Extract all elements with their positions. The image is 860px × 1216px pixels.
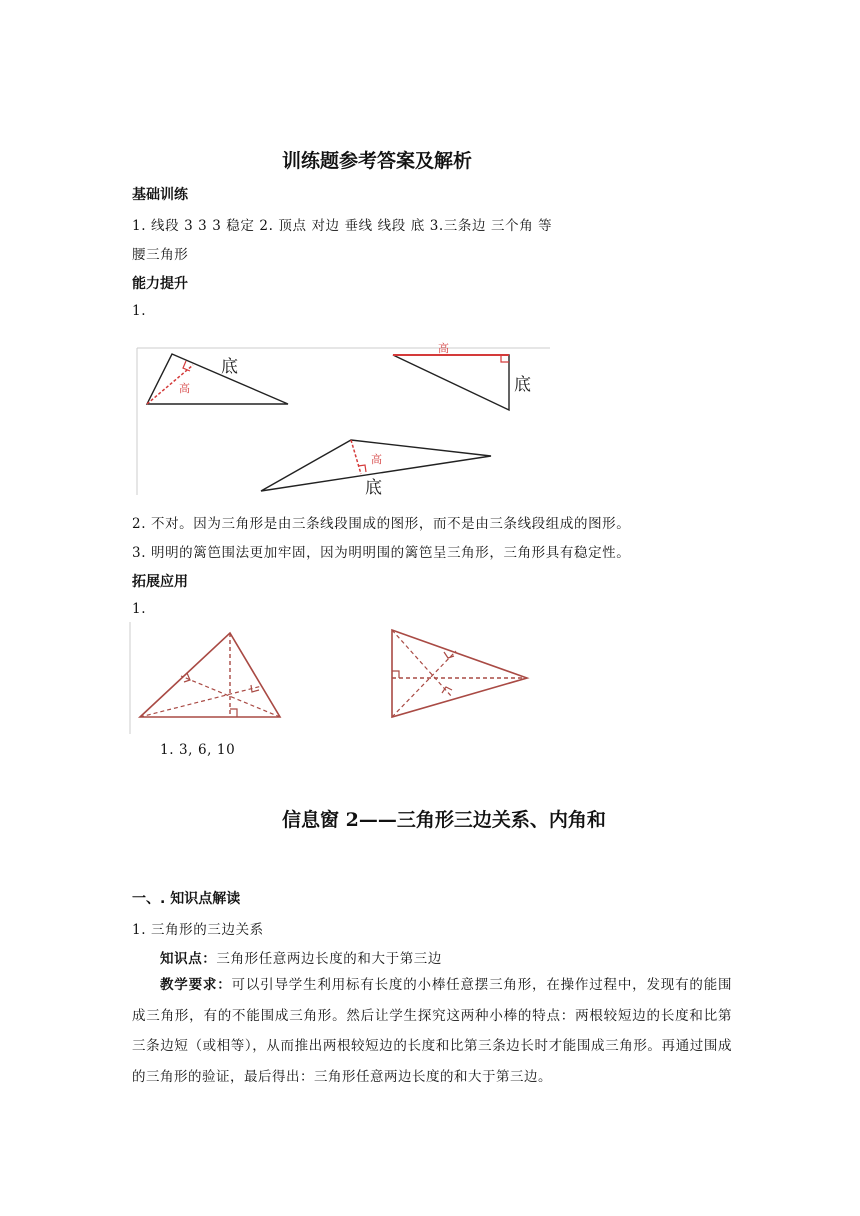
teaching-requirement-text: 可以引导学生利用标有长度的小棒任意摆三角形，在操作过程中，发现有的能围成三角形，有的不能围成三角形。然后让学生探究这两种小棒的特点：两根较短边的长度和比第三条边短（或相等），从而推出两根较短边的长度和比第三条边长时才能围成三角形。再通过围成的三角形的验证，最后得出：三角形任意两边长度的和大于第三边。 xyxy=(132,977,733,1085)
triangle-b-height-label: 高 xyxy=(438,342,449,355)
section-ability: 能力提升 xyxy=(132,276,188,292)
triangle-a-right-angle xyxy=(183,361,190,371)
section-knowledge: 一、. 知识点解读 xyxy=(132,891,241,907)
triangle-a xyxy=(147,354,288,404)
section-basic-training: 基础训练 xyxy=(132,187,188,203)
triangle-a-height-label: 高 xyxy=(179,382,190,395)
knowledge-point-label: 知识点： xyxy=(160,951,217,967)
answer-title: 训练题参考答案及解析 xyxy=(282,150,473,172)
extension-question-1: 1. xyxy=(132,601,147,617)
knowledge-point xyxy=(160,947,442,967)
info-window-title: 信息窗 2——三角形三边关系、内角和 xyxy=(282,809,606,831)
basic-answer-line-1: 1. 线段 3 3 3 稳定 2. 顶点 对边 垂线 线段 底 3.三条边 三个角 等 xyxy=(132,218,553,234)
triangle-c-height-label: 高 xyxy=(371,453,382,466)
ability-question-1: 1. xyxy=(132,303,147,319)
triangle-a-base-label: 底 xyxy=(221,357,238,377)
teaching-requirement-label: 教学要求： xyxy=(160,977,232,993)
triangle-c-right-angle xyxy=(358,465,366,472)
triangle-b xyxy=(393,355,509,410)
extension-answer: 1. 3, 6, 10 xyxy=(160,742,236,758)
teaching-requirement-paragraph xyxy=(132,970,732,1092)
knowledge-heading-1: 1. 三角形的三边关系 xyxy=(132,922,264,938)
triangle-b-right-angle xyxy=(501,355,509,362)
basic-answer-line-2: 腰三角形 xyxy=(132,247,189,263)
triangle-b-base-label: 底 xyxy=(514,375,531,395)
knowledge-point-text: 三角形任意两边长度的和大于第三边 xyxy=(216,951,443,967)
section-extension: 拓展应用 xyxy=(132,574,188,590)
triangle-c-height xyxy=(351,440,361,474)
ability-question-3: 3. 明明的篱笆围法更加牢固，因为明明围的篱笆呈三角形，三角形具有稳定性。 xyxy=(132,545,631,561)
triangle-c-base-label: 底 xyxy=(365,478,382,498)
ability-question-2: 2. 不对。因为三角形是由三条线段围成的图形，而不是由三条线段组成的图形。 xyxy=(132,516,631,532)
